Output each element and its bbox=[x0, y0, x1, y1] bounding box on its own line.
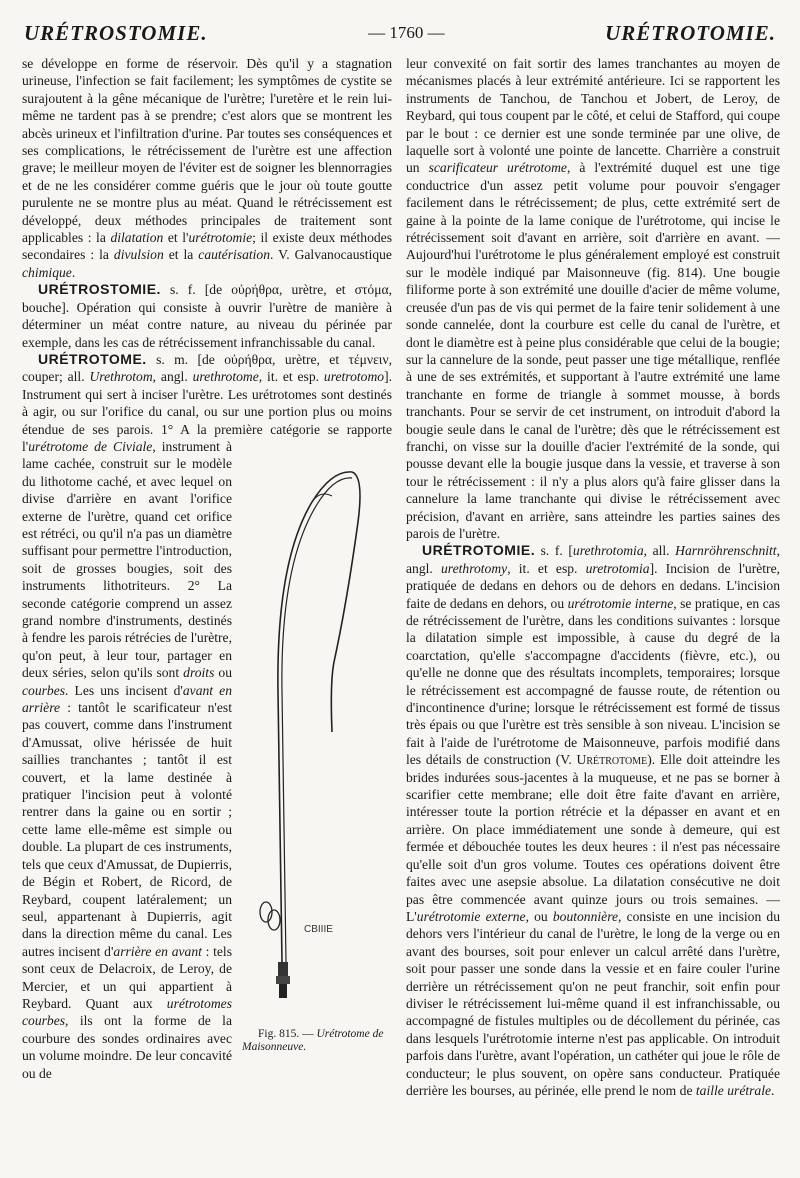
page-number: — 1760 — bbox=[368, 23, 445, 42]
running-header bbox=[24, 18, 776, 48]
left-column bbox=[22, 55, 392, 1082]
maker-mark: CBIIIE bbox=[304, 923, 333, 935]
urethrotome-illustration bbox=[242, 442, 392, 1022]
figure-caption: Fig. 815. — Urétrotome de Maisonneuve. bbox=[242, 1027, 384, 1053]
header-left-title: URÉTROSTOMIE. bbox=[24, 20, 208, 45]
paragraph-uretrotome-continued: leur convexité on fait sortir des lames tranchantes au moyen de mécanismes placés à leur extrémité antérieure. Ici se rapportent les instruments de Tanchou, de Tanchou et Jobert, de Leroy, de Reybard, qui tous coupent par le côté, et celui de Stafford, qui coupe par le bout : ce dernier est une sonde terminée par une olive, de laquelle sort à volonté une pointe de lancette. Charrière a construit un scarificateur urétrotome, à l'extrémité duquel est une tige conductrice d'un assez petit volume pour pouvoir s'engager facilement dans le rétrécissement; de plus, cette extrémité sert de gaine à la pointe de la lame conique de l'urétrotome, qui incise le rétrécissement soit d'avant en arrière, soit d'arrière en avant. — Aujourd'hui l'urétrotome le plus généralement employé est construit sur le modèle indiqué par Maisonneuve (fig. 814). Une bougie filiforme porte à son extrémité une douille d'acier de même volume, creusée d'un pas de vis qui permet de la faire tenir solidement à une sonde cannelée, dont la courbure est celle du canal de l'urètre, et dont le diamètre est à peine plus considérable que celui de la bougie; sur la cannelure de la sonde, peut passer une tige métallique, renflée à une de ses extrémités, et supportant à l'autre extrémité une lame tranchante en forme de triangle à sommet mousse, à bords tranchants. Pour se servir de cet instrument, on introduit d'abord la bougie seule dans le canal de l'urètre; dès que le rétrécissement est franchi, on visse sur la douille d'acier l'extrémité de la sonde, qui pousse devant elle la bougie jusque dans la vessie, et traverse à son tour le rétrécissement : il n'y a plus alors qu'à faire glisser dans la cannelure la lame tranchante qui divise le rétrécissement avec précision, d'avant en arrière, sans atteindre les parties saines des parois de l'urètre. bbox=[406, 56, 780, 541]
entry-uretrotomie: URÉTROTOMIE. s. f. [urethrotomia, all. Harnröhrenschnitt, angl. urethrotomy, it. et esp. uretrotomia]. Incision de l'urètre, pratiquée de dedans en dehors ou de dehors en dedans. L'incision faite de dedans en dehors, ou urétrotomie interne, se pratique, en cas de rétrécissement de l'urètre, dans les conditions suivantes : lorsque la dilatation simple est impossible, à cause du degré de la coarctation, qu'elle s'accompagne d'accidents (fièvre, etc.), ou qu'elle ne donne que des résultats incomplets, temporaires; lorsque le rétrécissement est accompagné de fausse route, de rétention ou d'incontinence d'urine; lorsque le rétrécissement est formé de tissus très épais ou que l'urètre est très sensible à son niveau. L'incision se fait à l'aide de l'urétrotome de Maisonneuve, parfois modifié dans les détails de construction (V. Urétrotome). Elle doit atteindre les brides indurées sous-jacentes à la muqueuse, et ne pas se borner à scarifier cette membrane; elle doit être faite d'avant en arrière, intéresser toute la portion rétrécie et la dépasser en avant et en arrière. On place immédiatement une sonde à demeure, qui est fermée et débouchée toutes les deux heures : il n'est pas nécessaire qu'elle soit d'un gros volume. Toutes ces opérations doivent être faites avec une asepsie absolue. La dilatation consécutive ne doit pas être commencée avant quinze jours ou trois semaines. — L'urétrotomie externe, ou boutonnière, consiste en une incision du dehors vers l'intérieur du canal de l'urètre, le long de la verge ou en avant des bourses, soit pour enlever un calcul arrêté dans l'urètre, soit pour passer une sonde dans la vessie et en faire couler l'urine derrière un rétrécissement qu'on ne peut franchir, soit enfin pour diviser le rétrécissement lui-même quand il est infranchissable, ou accompagné de fistules multiples ou de décollement du périnée, cas dans lesquels l'urétrotomie interne n'est pas applicable. On introduit parfois dans l'urètre, avant l'opération, un cathéter qui joue le rôle de conducteur; le plus souvent, on opère sans conducteur. Pratiquée derrière les bourses, au périnée, elle prend le nom de taille urétrale. bbox=[406, 542, 780, 1098]
headword-uretrotomie: URÉTROTOMIE. bbox=[422, 542, 536, 559]
header-right-title: URÉTROTOMIE. bbox=[605, 20, 776, 45]
headword-uretrotome: URÉTROTOME. bbox=[38, 350, 147, 367]
entry-uretrostomie: URÉTROSTOMIE. s. f. [de οὐρήθρα, urètre, et στόμα, bouche]. Opération qui consiste à ouvrir l'urètre de manière à déterminer un méat contre nature, au niveau du périnée par exemple, dans les cas de rétrécissement infranchissable du canal. bbox=[22, 281, 392, 350]
entry-uretrotome: URÉTROTOME. s. m. [de οὐρήθρα, urètre, et τέμνειν, couper; all. Urethrotom, angl. urethrotome, it. et esp. uretrotomo]. Instrument qui sert à inciser l'urètre. Les urétrotomes sont destinés à agir, ou sur l'orifice du canal, ou sur une portion plus ou moins étendue de ses parois. 1° A la première catégorie se rapporte l' CBIIIE Fig. 815. — Urétrotome de Maisonneuve. urétrotome de Civiale, instrument à lame cachée, construit sur le modèle du lithotome caché, et avec lequel on divise d'arrière en avant l'orifice externe de l'urètre, quand cet orifice est rétréci, ou qu'il n'a pas un diamètre suffisant pour permettre l'introduction, soit de grosses bougies, soit des instruments lithotriteurs. 2° La seconde catégorie comprend un assez grand nombre d'instruments, destinés à fendre les parois rétrécies de l'urètre, qu'on peut, à leur tour, partager en deux séries, selon qu'ils sont droits ou courbes. Les uns incisent d'avant en arrière : tantôt le scarificateur n'est pas couvert, comme dans l'instrument d'Amussat, olive hérissée de huit saillies tranchantes ; tantôt il est couvert, et la lame destinée à pratiquer l'incision peut à volonté rentrer dans la gaine ou en sortir ; cette lame elle-même est simple ou double. La plupart de ces instruments, tels que ceux d'Amussat, de Dupierris, de Bégin et Robert, de Ricord, de Reybard, coupent latéralement; un seul, appartenant à Dupierris, agit dans la direction même du canal. Les autres incisent d'arrière en avant : tels sont ceux de Delacroix, de Leroy, de Mercier, et un qui appartient à Reybard. Quant aux urétrotomes courbes, ils ont la forme de la courbure des sondes ordinaires avec un volume moindre. De leur concavité ou de bbox=[22, 350, 393, 1081]
headword-uretrostomie: URÉTROSTOMIE. bbox=[38, 281, 161, 298]
figure-815 bbox=[242, 442, 392, 1054]
paragraph-continued: se développe en forme de réservoir. Dès qu'il y a stagnation urineuse, l'infection se fait facilement; les symptômes de cystite se surajoutent à la gêne mécanique de l'urètre; l'uretère et le rein lui-même ne tardent pas à se prendre; c'est alors que se montrent les abcès urineux et l'infiltration d'urine. Par toutes ses conséquences et ses complications, le rétrécissement de l'urètre est une affection grave; le meilleur moyen de l'éviter est de soigner les blennorragies et de ne les considérer comme guéris que le jour où toute goutte purulente ne se montre plus au méat. Quand le rétrécissement est développé, deux méthodes principales de traitement sont applicables : la dilatation et l'urétrotomie; il existe deux méthodes secondaires : la divulsion et la cautérisation. V. Galvanocaustique chimique. bbox=[22, 56, 392, 280]
right-column bbox=[406, 55, 780, 1099]
